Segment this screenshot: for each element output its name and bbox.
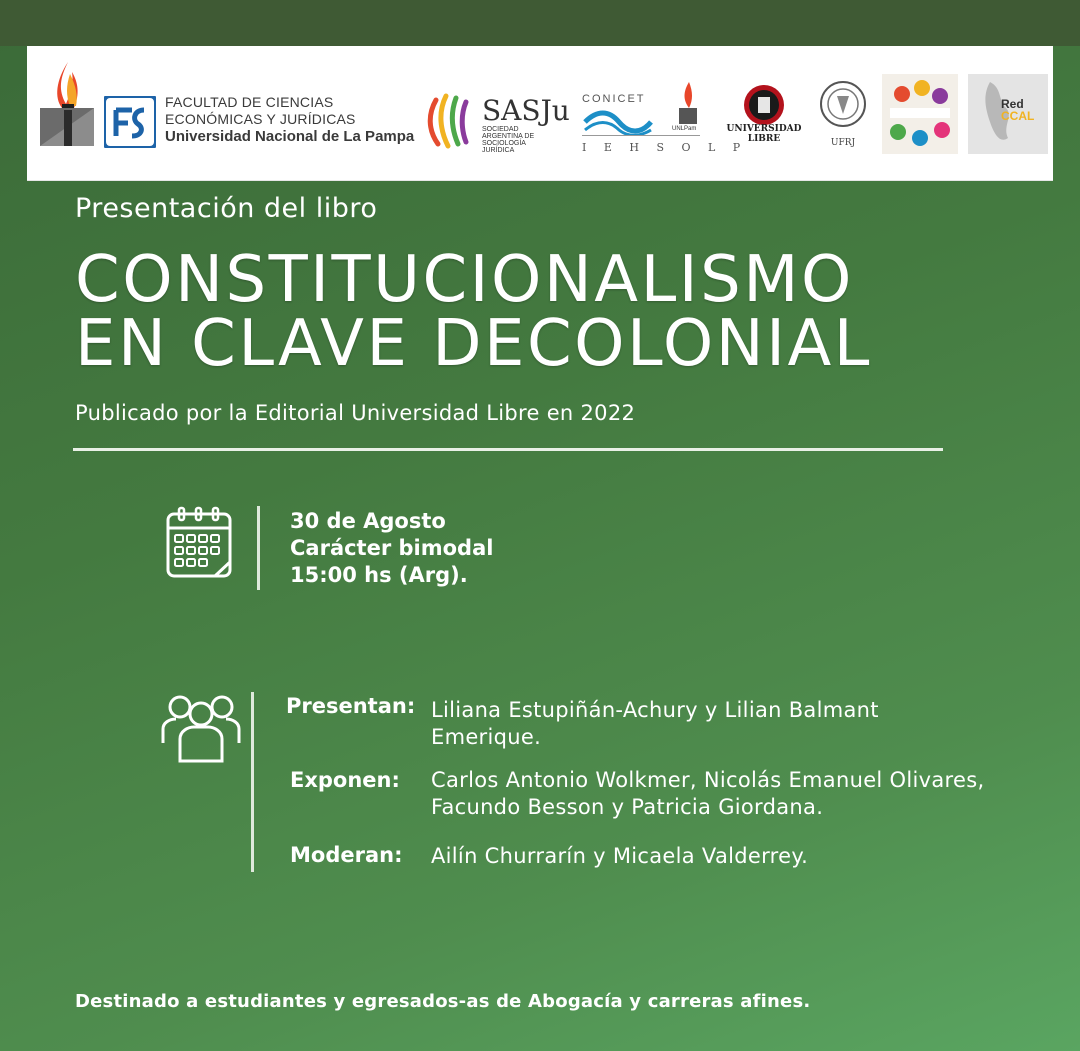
unlpam-text: UNLPam — [672, 126, 697, 132]
event-details — [290, 508, 493, 589]
footer-text: Destinado a estudiantes y egresados-as de Abogacía y carreras afines. — [75, 991, 811, 1012]
fcej-text — [165, 94, 414, 145]
sasju-sub: SOCIEDAD ARGENTINA DE SOCIOLOGÍA JURÍDICA — [482, 126, 535, 154]
people-icon — [160, 693, 242, 763]
red-ccal-line1: Red — [1001, 97, 1024, 111]
event-time: 15:00 hs (Arg). — [290, 563, 468, 587]
book-title-line2: EN CLAVE DECOLONIAL — [75, 307, 872, 381]
divider — [73, 448, 943, 451]
pre-title: Presentación del libro — [75, 193, 378, 224]
exponen-names: Carlos Antonio Wolkmer, Nicolás Emanuel Olivares, Facundo Besson y Patricia Giordana. — [431, 768, 985, 819]
fcej-line3: Universidad Nacional de La Pampa — [165, 128, 415, 145]
moderan-label: Moderan: — [290, 843, 403, 867]
sasju-icon — [426, 92, 474, 150]
conicet-divider — [582, 135, 700, 136]
fcej-line1: FACULTAD DE CIENCIAS — [165, 94, 334, 110]
fcej-logo — [104, 96, 156, 148]
publisher-line: Publicado por la Editorial Universidad Libre en 2022 — [75, 401, 636, 425]
red-mujeres-logo — [882, 74, 958, 154]
red-ccal-line2: CCAL — [1001, 109, 1035, 123]
calendar-icon — [165, 506, 233, 580]
participants-divider — [251, 692, 254, 872]
presentan-names: Liliana Estupiñán-Achury y Lilian Balmant Emerique. — [431, 698, 879, 749]
event-divider — [257, 506, 260, 590]
universidad-libre-seal — [743, 84, 785, 126]
torch-logo — [40, 60, 94, 148]
logo-bar — [27, 46, 1053, 181]
sasju-name: SASJu — [482, 94, 570, 127]
event-date: 30 de Agosto — [290, 509, 446, 533]
universidad-libre-text: UNIVERSIDAD LIBRE — [726, 124, 802, 144]
iehsolp-text: I E H S O L P — [582, 141, 748, 154]
red-ccal-text — [1001, 98, 1034, 122]
ufrj-text: UFRJ — [830, 138, 856, 148]
moderan-names: Ailín Churrarín y Micaela Valderrey. — [431, 844, 809, 868]
ufrj-seal — [819, 78, 867, 136]
conicet-text: CONICET — [582, 93, 646, 105]
presentan-label: Presentan: — [286, 694, 416, 718]
top-band — [0, 0, 1080, 46]
conicet-wave-icon — [583, 108, 653, 136]
event-mode: Carácter bimodal — [290, 536, 494, 560]
fcej-line2: ECONÓMICAS Y JURÍDICAS — [165, 111, 356, 127]
unlpam-torch-icon — [677, 80, 699, 124]
book-title-line1: CONSTITUCIONALISMO — [75, 243, 854, 317]
book-title — [75, 243, 872, 381]
exponen-label: Exponen: — [290, 768, 400, 792]
